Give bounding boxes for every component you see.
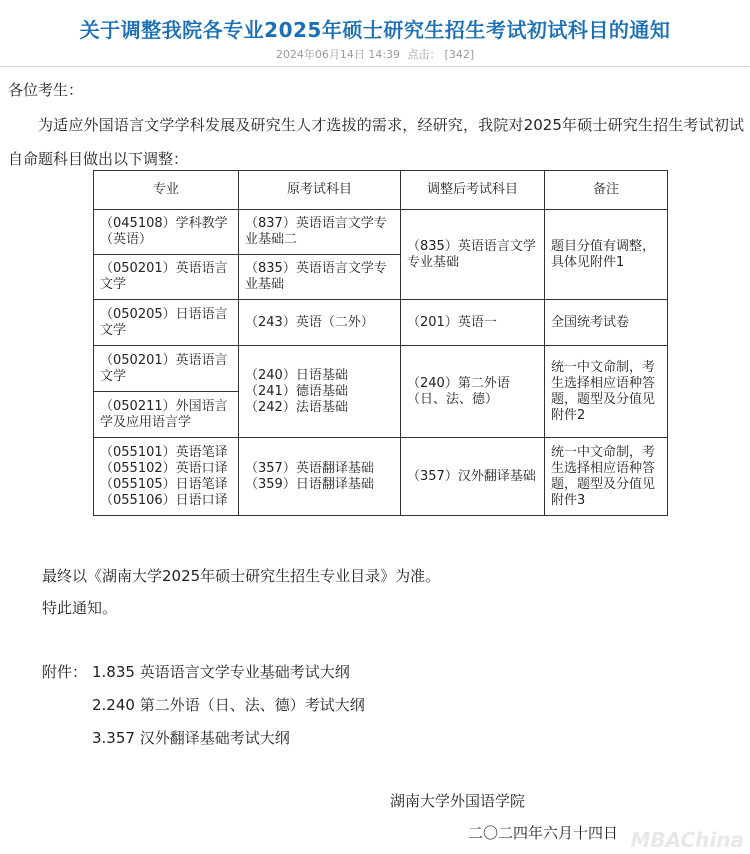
attachments-label: 附件：	[42, 663, 88, 681]
clicks-count: [342]	[444, 48, 475, 61]
table-row	[94, 210, 668, 255]
original-subject-line: （241）德语基础	[245, 383, 348, 399]
cell-original: （835）英语语言文学专业基础	[239, 255, 401, 300]
original-subject-line: （357）英语翻译基础	[245, 460, 374, 476]
notice-statement: 特此通知。	[42, 599, 118, 617]
table-header-row	[94, 171, 668, 210]
original-subject-line: （240）日语基础	[245, 367, 348, 383]
cell-note: 全国统考试卷	[545, 300, 668, 346]
cell-adjusted: （201）英语一	[401, 300, 545, 346]
cell-original	[239, 438, 401, 516]
cell-note: 统一中文命制，考生选择相应语种答题，题型及分值见附件3	[545, 438, 668, 516]
signature-date: 二〇二四年六月十四日	[468, 824, 619, 842]
header-note: 备注	[545, 171, 668, 210]
major-line: （055101）英语笔译	[100, 444, 228, 460]
original-subject-line: （242）法语基础	[245, 399, 348, 415]
header-original: 原考试科目	[239, 171, 401, 210]
cell-major: （050211）外国语言学及应用语言学	[94, 392, 239, 438]
page-title: 关于调整我院各专业2025年硕士研究生招生考试初试科目的通知	[79, 18, 671, 42]
cell-major: （050205）日语语言文学	[94, 300, 239, 346]
title-divider	[0, 66, 750, 67]
cell-note: 统一中文命制，考生选择相应语种答题，题型及分值见附件2	[545, 346, 668, 438]
cell-adjusted: （357）汉外翻译基础	[401, 438, 545, 516]
cell-major	[94, 438, 239, 516]
header-adjusted: 调整后考试科目	[401, 171, 545, 210]
original-subject-line: （359）日语翻译基础	[245, 476, 374, 492]
publish-date: 2024年06月14日 14:39	[275, 48, 401, 61]
watermark-text: MBAChina	[630, 828, 744, 852]
attachment-link-3[interactable]: 3.357 汉外翻译基础考试大纲	[92, 729, 290, 747]
cell-note: 题目分值有调整，具体见附件1	[545, 210, 668, 300]
clicks-label: 点击：	[407, 48, 441, 61]
final-statement: 最终以《湖南大学2025年硕士研究生招生专业目录》为准。	[42, 567, 441, 585]
major-line: （055102）英语口译	[100, 460, 228, 476]
table-row	[94, 300, 668, 346]
cell-original: （243）英语（二外）	[239, 300, 401, 346]
cell-original	[239, 346, 401, 438]
cell-adjusted: （240）第二外语（日、法、德）	[401, 346, 545, 438]
article-meta	[0, 46, 750, 62]
table-row	[94, 346, 668, 392]
cell-major: （050201）英语语言文学	[94, 255, 239, 300]
major-line: （055105）日语笔译	[100, 476, 228, 492]
intro-paragraph: 为适应外国语言文学学科发展及研究生人才选拔的需求，经研究，我院对2025年硕士研究生招生考试初试自命题科目做出以下调整：	[8, 116, 744, 168]
header-major: 专业	[94, 171, 239, 210]
attachment-link-1[interactable]: 1.835 英语语言文学专业基础考试大纲	[92, 663, 350, 681]
table-row	[94, 438, 668, 516]
signature-org: 湖南大学外国语学院	[390, 792, 526, 810]
cell-original: （837）英语语言文学专业基础二	[239, 210, 401, 255]
major-line: （055106）日语口译	[100, 492, 228, 508]
subject-adjustment-table	[93, 170, 668, 516]
attachment-link-2[interactable]: 2.240 第二外语（日、法、德）考试大纲	[92, 696, 365, 714]
cell-major: （045108）学科教学（英语）	[94, 210, 239, 255]
cell-adjusted: （835）英语语言文学专业基础	[401, 210, 545, 300]
greeting: 各位考生：	[8, 81, 84, 99]
cell-major: （050201）英语语言文学	[94, 346, 239, 392]
